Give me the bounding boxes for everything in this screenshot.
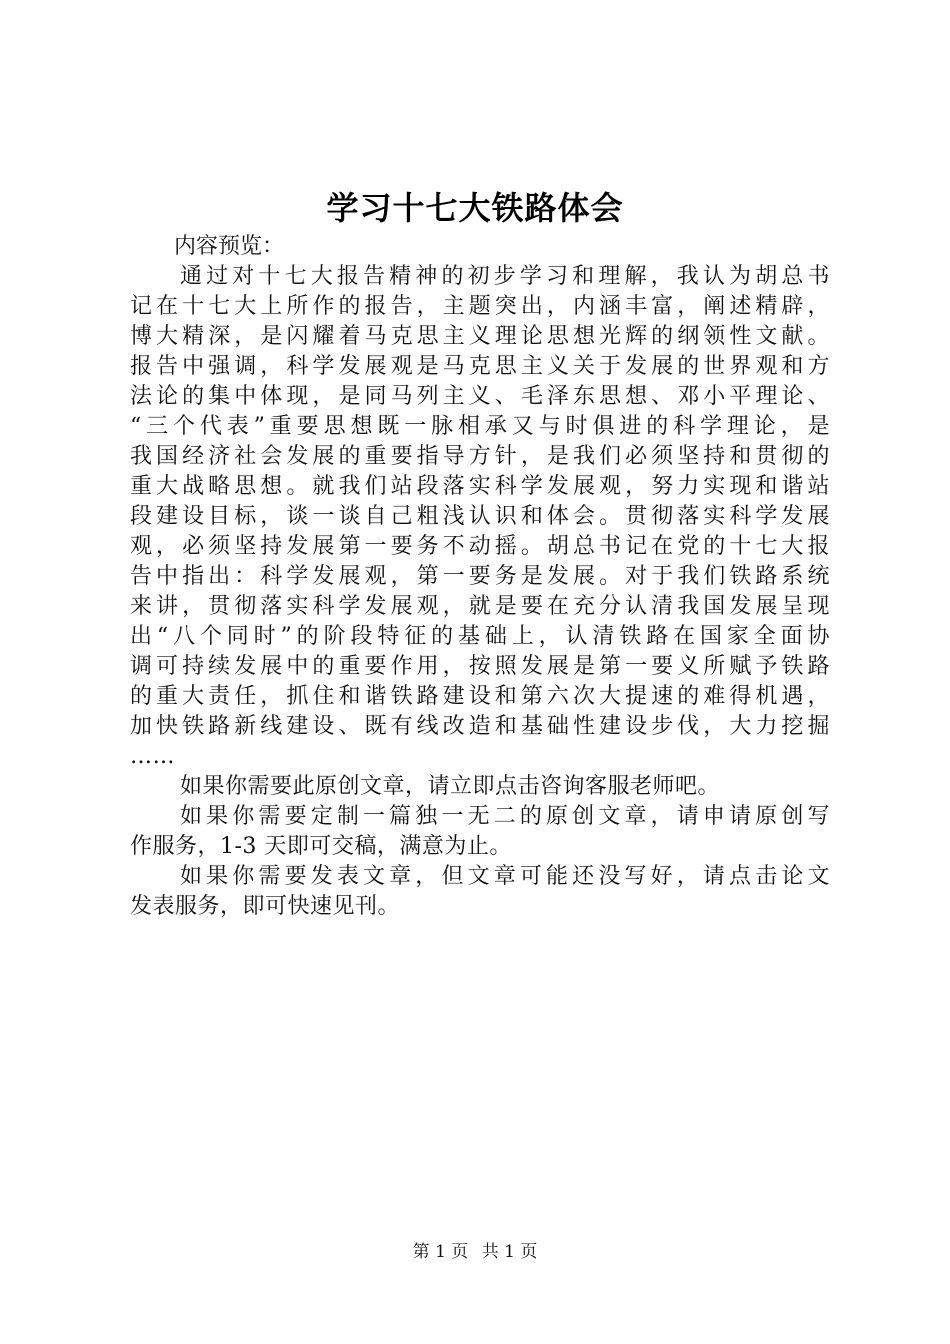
notice-publication bbox=[130, 862, 830, 922]
paragraph-line: 通过对十七大报告精神的初步学习和理解，我认为胡总书 bbox=[180, 264, 830, 289]
paragraph-line: 来讲，贯彻落实科学发展观，就是要在充分认清我国发展呈现 bbox=[130, 594, 830, 619]
paragraph-line: 段建设目标，谈一谈自己粗浅认识和体会。贯彻落实科学发展 bbox=[130, 504, 830, 529]
notice-line: 如果你需要定制一篇独一无二的原创文章，请申请原创写 bbox=[180, 804, 830, 829]
notice-line: 作服务，1-3 天即可交稿，满意为止。 bbox=[130, 834, 512, 859]
paragraph-line: …… bbox=[130, 744, 175, 769]
page-total: 共 1 页 bbox=[481, 1242, 538, 1262]
notice-line: 发表服务，即可快速见刊。 bbox=[130, 894, 401, 919]
paragraph-line: 报告中强调，科学发展观是马克思主义关于发展的世界观和方 bbox=[130, 354, 830, 379]
paragraph-line: “三个代表”重要思想既一脉相承又与时俱进的科学理论，是 bbox=[130, 414, 830, 439]
notice-line: 如果你需要此原创文章，请立即点击咨询客服老师吧。 bbox=[180, 774, 721, 799]
paragraph-line: 加快铁路新线建设、既有线改造和基础性建设步伐，大力挖掘 bbox=[130, 714, 830, 739]
paragraph-line: 观，必须坚持发展第一要务不动摇。胡总书记在党的十七大报 bbox=[130, 534, 830, 559]
preview-label: 内容预览： bbox=[174, 234, 285, 259]
paragraph-line: 我国经济社会发展的重要指导方针，是我们必须坚持和贯彻的 bbox=[130, 444, 830, 469]
paragraph-line: 博大精深，是闪耀着马克思主义理论思想光辉的纲领性文献。 bbox=[130, 324, 830, 349]
paragraph-line: 重大战略思想。就我们站段落实科学发展观，努力实现和谐站 bbox=[130, 474, 830, 499]
paragraph-line: 调可持续发展中的重要作用，按照发展是第一要义所赋予铁路 bbox=[130, 654, 830, 679]
main-paragraph bbox=[130, 262, 830, 772]
document-title: 学习十七大铁路体会 bbox=[326, 189, 624, 227]
paragraph-line: 出“八个同时”的阶段特征的基础上，认清铁路在国家全面协 bbox=[130, 624, 830, 649]
paragraph-line: 告中指出：科学发展观，第一要务是发展。对于我们铁路系统 bbox=[130, 564, 830, 589]
paragraph-line: 的重大责任，抓住和谐铁路建设和第六次大提速的难得机遇， bbox=[130, 684, 830, 709]
document-body bbox=[130, 232, 830, 922]
page-footer bbox=[0, 1240, 950, 1264]
notice-custom-writing bbox=[130, 802, 830, 862]
paragraph-line: 记在十七大上所作的报告，主题突出，内涵丰富，阐述精辟， bbox=[130, 294, 830, 319]
paragraph-line: 法论的集中体现，是同马列主义、毛泽东思想、邓小平理论、 bbox=[130, 384, 830, 409]
notice-consult bbox=[130, 772, 830, 802]
page-number: 第 1 页 bbox=[412, 1242, 469, 1262]
notice-line: 如果你需要发表文章，但文章可能还没写好，请点击论文 bbox=[180, 864, 830, 889]
